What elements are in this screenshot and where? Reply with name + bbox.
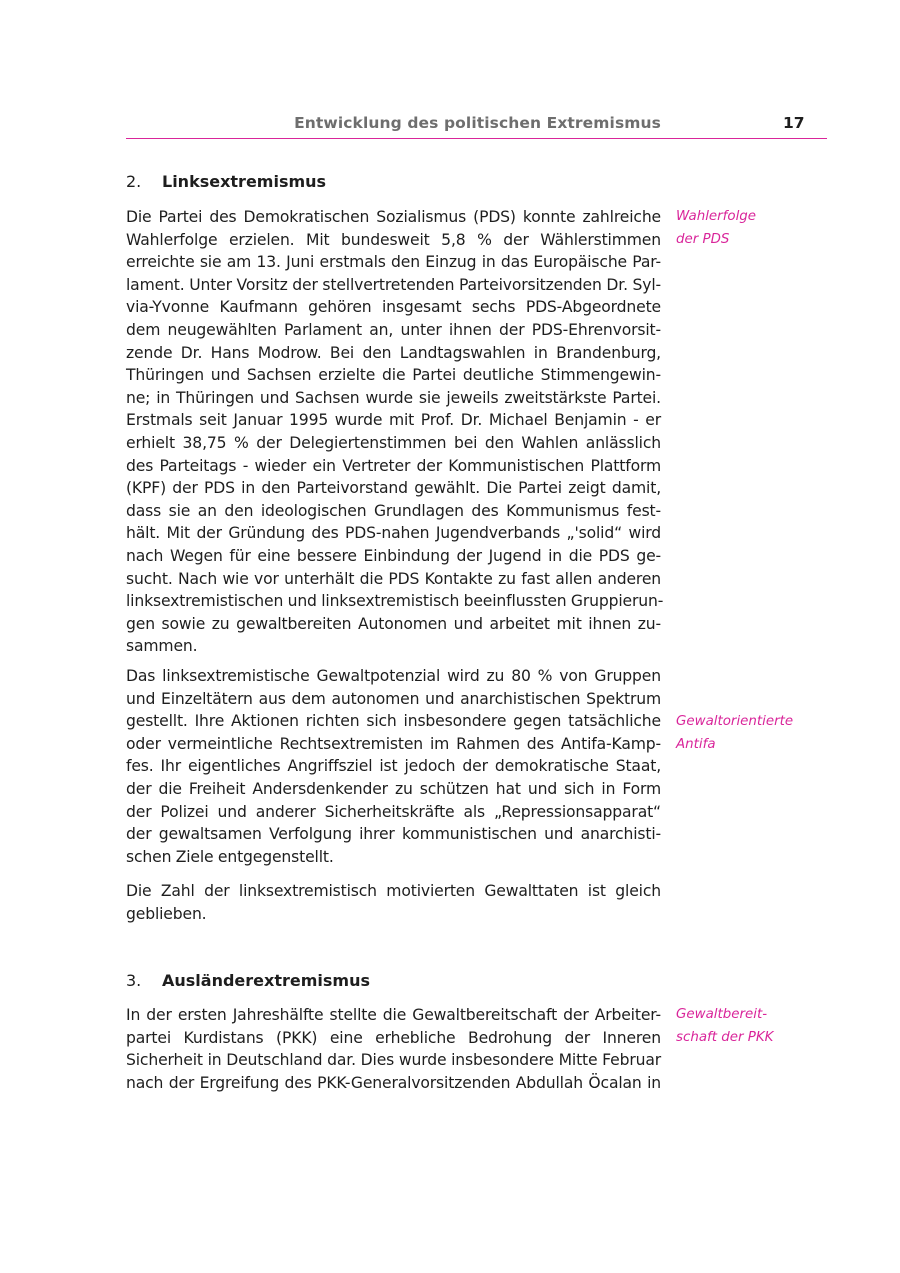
margin-note-line: der PDS xyxy=(676,231,730,247)
text-line: des Parteitags - wieder ein Vertreter der Kommunistischen Plattform xyxy=(126,456,661,475)
margin-note-antifa xyxy=(676,711,816,756)
margin-note-wahlerfolge xyxy=(676,206,816,251)
section-2-number: 2. xyxy=(126,172,142,191)
text-line: der die Freiheit Andersdenkender zu schützen hat und sich in Form xyxy=(126,779,661,798)
margin-note-line: Antifa xyxy=(676,736,716,752)
text-line: (KPF) der PDS in den Parteivorstand gewählt. Die Partei zeigt damit, xyxy=(126,479,661,498)
text-line: In der ersten Jahreshälfte stellte die Gewaltbereitschaft der Arbeiter- xyxy=(126,1006,661,1024)
text-line: Sicherheit in Deutschland dar. Dies wurde insbesondere Mitte Februar xyxy=(126,1051,661,1070)
running-header xyxy=(126,112,827,139)
margin-note-line: Gewaltbereit- xyxy=(676,1007,768,1022)
text-line: Das linksextremistische Gewaltpotenzial wird zu 80 % von Gruppen xyxy=(126,667,661,685)
text-line: linksextremistischen und linksextremistisch beeinflussten Gruppierun- xyxy=(126,592,664,611)
text-line: lament. Unter Vorsitz der stellvertretenden Parteivorsitzenden Dr. Syl- xyxy=(126,275,661,294)
text-line: oder vermeintliche Rechtsextremisten im Rahmen des Antifa-Kamp- xyxy=(126,734,661,753)
text-line: nach Wegen für eine bessere Einbindung der Jugend in die PDS ge- xyxy=(126,546,661,565)
text-line: via-Yvonne Kaufmann gehören insgesamt sechs PDS-Abgeordnete xyxy=(126,298,661,317)
text-line: Die Zahl der linksextremistisch motivierten Gewalttaten ist gleich xyxy=(126,882,661,900)
text-line: schen Ziele entgegenstellt. xyxy=(126,847,334,866)
text-line: zende Dr. Hans Modrow. Bei den Landtagswahlen in Brandenburg, xyxy=(126,343,661,362)
text-line: nach der Ergreifung des PKK-Generalvorsitzenden Abdullah Öcalan in xyxy=(126,1073,661,1092)
text-line: partei Kurdistans (PKK) eine erhebliche Bedrohung der Inneren xyxy=(126,1028,661,1047)
text-line: der Polizei und anderer Sicherheitskräfte als „Repressionsapparat“ xyxy=(126,802,661,821)
page-number: 17 xyxy=(783,114,805,132)
section-2-heading xyxy=(126,172,326,191)
text-line: sucht. Nach wie vor unterhält die PDS Kontakte zu fast allen anderen xyxy=(126,569,661,588)
header-title: Entwicklung des politischen Extremismus xyxy=(294,114,661,132)
margin-note-line: schaft der PKK xyxy=(676,1029,774,1045)
text-line: erreichte sie am 13. Juni erstmals den Einzug in das Europäische Par- xyxy=(126,253,661,272)
section-3-number: 3. xyxy=(126,971,142,990)
section-3-paragraph-1 xyxy=(126,1004,661,1094)
text-line: sammen. xyxy=(126,637,198,656)
text-line: dass sie an den ideologischen Grundlagen des Kommunismus fest- xyxy=(126,501,661,520)
section-2-paragraph-2 xyxy=(126,665,661,868)
text-line: dem neugewählten Parlament an, unter ihnen der PDS-Ehrenvorsit- xyxy=(126,320,661,339)
text-line: geblieben. xyxy=(126,904,207,923)
section-2-paragraph-1 xyxy=(126,206,664,658)
text-line: Erstmals seit Januar 1995 wurde mit Prof. Dr. Michael Benjamin - er xyxy=(126,411,661,430)
text-line: Wahlerfolge erzielen. Mit bundesweit 5,8 % der Wählerstimmen xyxy=(126,230,661,249)
text-line: hält. Mit der Gründung des PDS-nahen Jugendverbands „'solid“ wird xyxy=(126,524,661,543)
margin-note-line: Gewaltorientierte xyxy=(676,714,794,729)
text-line: erhielt 38,75 % der Delegiertenstimmen bei den Wahlen anlässlich xyxy=(126,433,661,452)
section-2-title: Linksextremismus xyxy=(162,172,327,191)
text-line: Die Partei des Demokratischen Sozialismus (PDS) konnte zahlreiche xyxy=(126,208,661,226)
text-line: der gewaltsamen Verfolgung ihrer kommunistischen und anarchisti- xyxy=(126,825,661,844)
section-3-heading xyxy=(126,971,370,990)
section-2-paragraph-3 xyxy=(126,880,661,925)
text-line: Thüringen und Sachsen erzielte die Partei deutliche Stimmengewin- xyxy=(126,366,661,385)
section-3-title: Ausländerextremismus xyxy=(162,971,370,990)
text-line: gestellt. Ihre Aktionen richten sich insbesondere gegen tatsächliche xyxy=(126,712,661,731)
text-line: ne; in Thüringen und Sachsen wurde sie jeweils zweitstärkste Partei. xyxy=(126,388,661,407)
text-line: gen sowie zu gewaltbereiten Autonomen und arbeitet mit ihnen zu- xyxy=(126,614,661,633)
margin-note-line: Wahlerfolge xyxy=(676,209,757,224)
margin-note-pkk xyxy=(676,1004,816,1049)
text-line: und Einzeltätern aus dem autonomen und anarchistischen Spektrum xyxy=(126,689,661,708)
text-line: fes. Ihr eigentliches Angriffsziel ist jedoch der demokratische Staat, xyxy=(126,757,661,776)
